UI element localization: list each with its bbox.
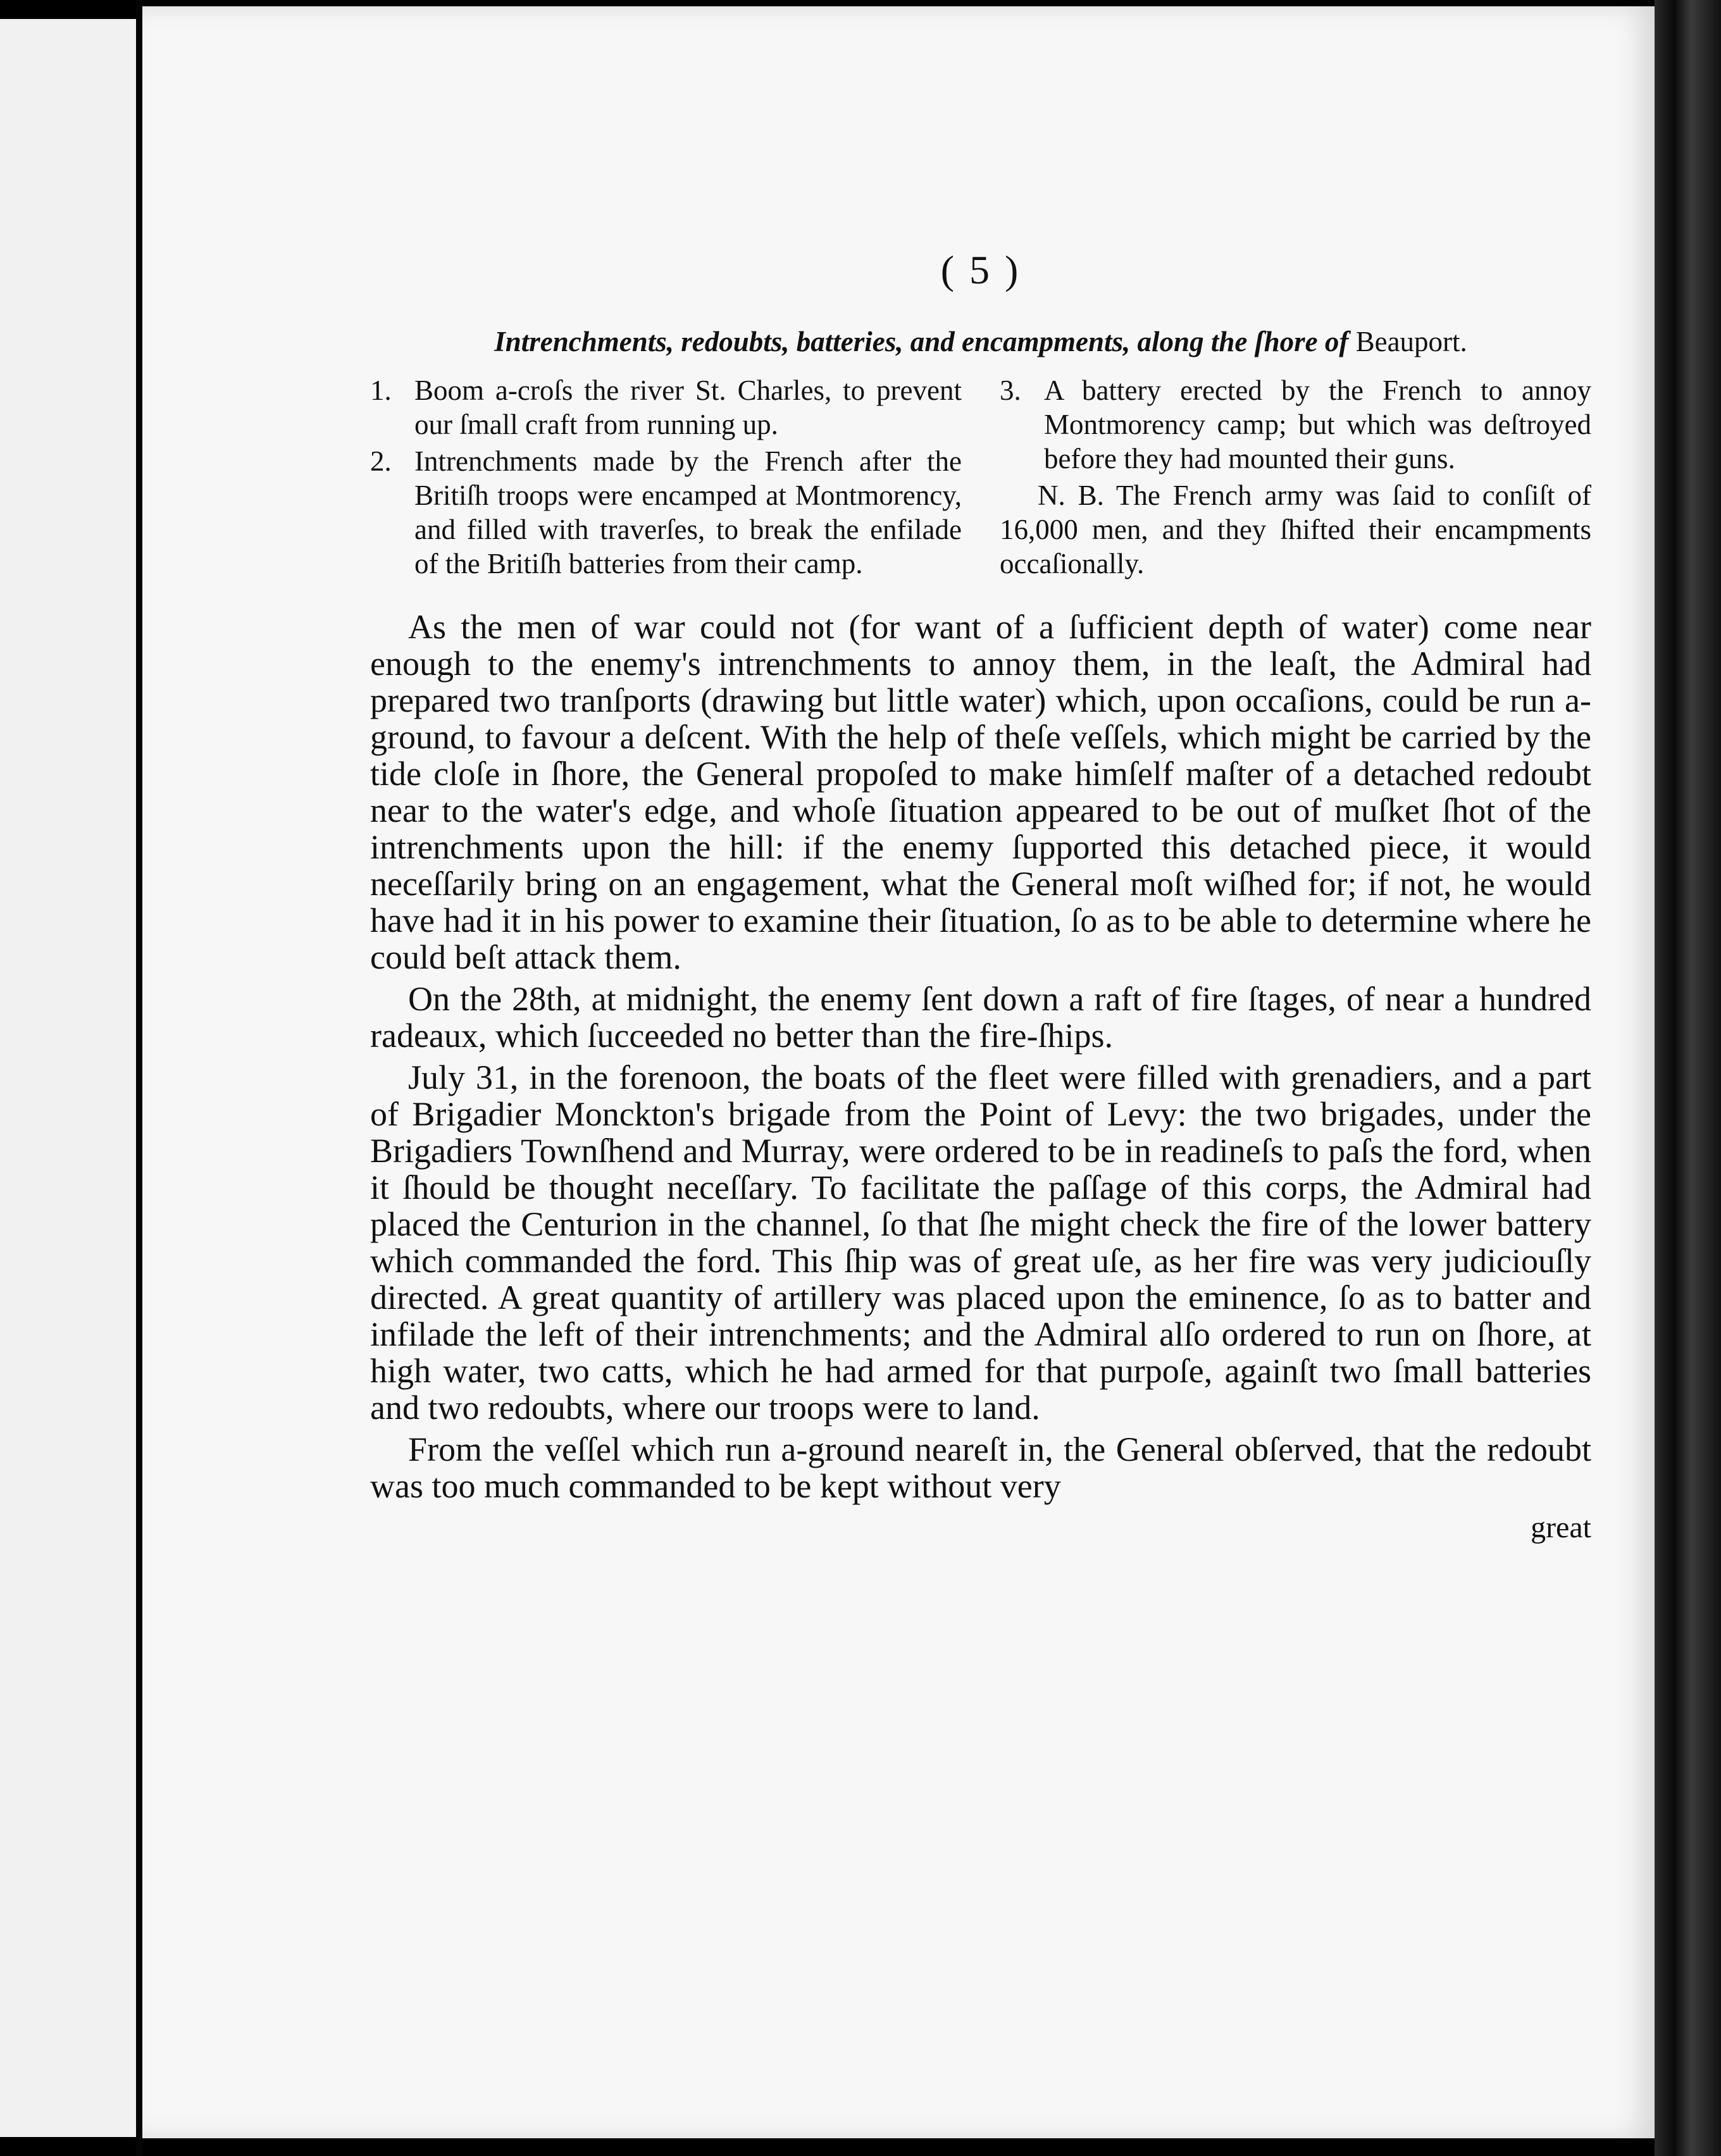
note-number: 2. (370, 445, 392, 477)
paragraph: From the veſſel which run a-ground neareſt in, the General obſerved, that the redoubt was too much commanded to be kept without very (370, 1430, 1591, 1505)
note-number: 1. (370, 375, 392, 406)
heading-place: Beauport. (1355, 326, 1467, 357)
section-heading (370, 325, 1591, 358)
paragraph: On the 28th, at midnight, the enemy ſent down a raft of fire ſtages, of near a hundred radeaux, which ſucceeded no better than the fire-ſhips. (370, 980, 1591, 1055)
catchword: great (1531, 1511, 1591, 1544)
note-number: 3. (1000, 375, 1021, 406)
facing-page-edge (0, 19, 136, 2137)
page-number: ( 5 ) (940, 247, 1021, 292)
paragraph: As the men of war could not (for want of a ſufficient depth of water) come near enough to the enemy's intrenchments to annoy them, in the leaſt, the Admiral had prepared two tranſports (drawing but little water) which, upon occaſions, could be run a-ground, to favour a deſcent. With the help of theſe veſſels, which might be carried by the tide cloſe in ſhore, the General propoſed to make himſelf maſter of a detached redoubt near to the water's edge, and whoſe ſituation appeared to be out of muſket ſhot of the intrenchments upon the hill: if the enemy ſupported this detached piece, it would neceſſarily bring on an engagement, what the General moſt wiſhed for; if not, he would have had it in his power to examine their ſituation, ſo as to be able to determine where he could beſt attack them. (370, 608, 1591, 976)
note-item (1000, 373, 1591, 476)
right-column (1000, 373, 1591, 583)
note-text: A battery erected by the French to annoy Montmorency camp; but which was deſtroyed before they had mounted their guns. (1044, 375, 1591, 474)
nota-bene: N. B. The French army was ſaid to conſiſt of 16,000 men, and they ſhifted their encampments occaſionally. (1000, 480, 1591, 579)
binding-gutter (136, 0, 142, 2156)
book-page (142, 6, 1655, 2138)
note-item (370, 373, 962, 442)
note-text: Intrenchments made by the French after the Britiſh troops were encamped at Montmorency, and filled with traverſes, to break the enfilade of the Britiſh batteries from their camp. (414, 445, 962, 579)
heading-text: Intrenchments, redoubts, batteries, and encampments, along the ſhore of (494, 326, 1349, 357)
note-text: Boom a-croſs the river St. Charles, to prevent our ſmall craft from running up. (414, 375, 962, 440)
left-column (370, 373, 962, 583)
numbered-notes (370, 373, 1591, 583)
paragraph: July 31, in the forenoon, the boats of the fleet were filled with grenadiers, and a part of Brigadier Monckton's brigade from the Point of Levy: the two brigades, under the Brigadiers Townſhend and Murray, were ordered to be in readineſs to paſs the ford, when it ſhould be thought neceſſary. To facilitate the paſſage of this corps, the Admiral had placed the Centurion in the channel, ſo that ſhe might check the fire of the lower battery which commanded the ford. This ſhip was of great uſe, as her fire was very judiciouſly directed. A great quantity of artillery was placed upon the eminence, ſo as to batter and infilade the left of their intrenchments; and the Admiral alſo ordered to run on ſhore, at high water, two catts, which he had armed for that purpoſe, againſt two ſmall batteries and two redoubts, where our troops were to land. (370, 1058, 1591, 1427)
note-item (370, 444, 962, 581)
page-content (370, 247, 1591, 1546)
book-edge (1655, 0, 1721, 2156)
body-text (370, 609, 1591, 1546)
